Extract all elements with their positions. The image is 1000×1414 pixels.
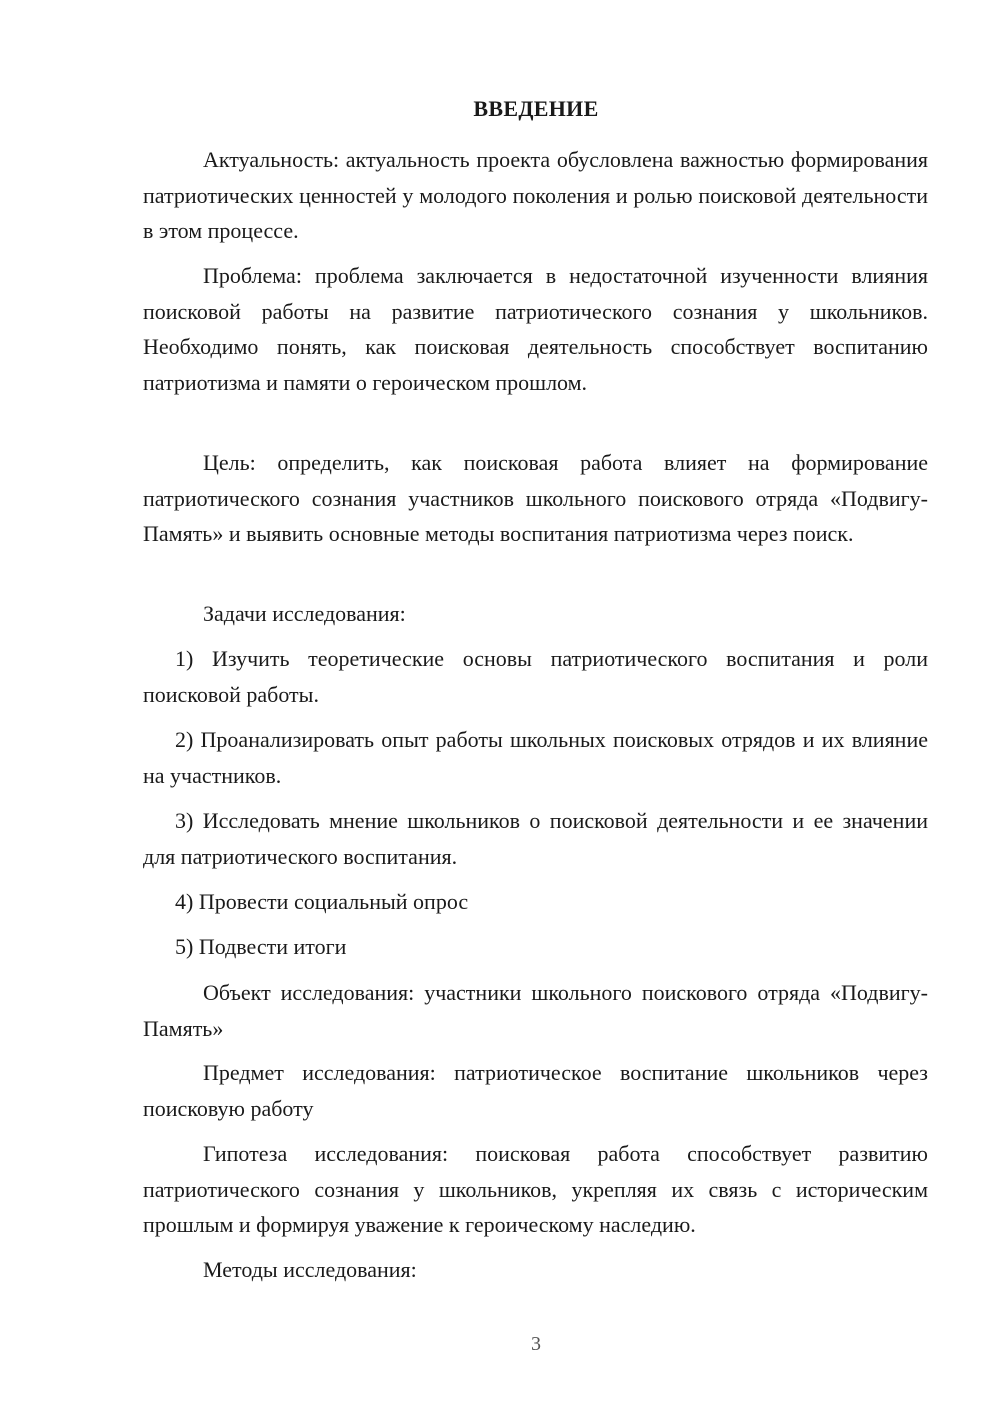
list-item-task-4: 4) Провести социальный опрос <box>175 889 469 914</box>
paragraph-problem: Проблема: проблема заключается в недостаточной изученности влияния поисковой работы на развитие патриотического сознания у школьников. Необходимо понять, как поисковая деятельность способствует воспитанию патриотизма и памяти о героическом прошлом. <box>143 263 928 395</box>
list-item-task-5: 5) Подвести итоги <box>175 934 347 959</box>
paragraph-hypothesis: Гипотеза исследования: поисковая работа способствует развитию патриотического сознания у школьников, укрепляя их связь с историческим прошлым и формируя уважение к героическому наследию. <box>143 1141 928 1237</box>
section-title: ВВЕДЕНИЕ <box>473 96 599 121</box>
page-number: 3 <box>531 1333 541 1355</box>
paragraph-tasks-heading: Задачи исследования: <box>203 601 406 626</box>
paragraph-methods-heading: Методы исследования: <box>203 1257 417 1282</box>
paragraph-relevance: Актуальность: актуальность проекта обусловлена важностью формирования патриотических ценностей у молодого поколения и ролью поисковой деятельности в этом процессе. <box>143 147 928 243</box>
paragraph-object: Объект исследования: участники школьного поискового отряда «Подвигу-Память» <box>143 980 928 1041</box>
paragraph-subject: Предмет исследования: патриотическое воспитание школьников через поисковую работу <box>143 1060 928 1121</box>
paragraph-goal: Цель: определить, как поисковая работа влияет на формирование патриотического сознания участников школьного поискового отряда «Подвигу-Память» и выявить основные методы воспитания патриотизма через поиск. <box>143 450 928 546</box>
list-item-task-1: 1) Изучить теоретические основы патриотического воспитания и роли поисковой работы. <box>143 646 928 707</box>
list-item-task-3: 3) Исследовать мнение школьников о поисковой деятельности и ее значении для патриотического воспитания. <box>143 808 928 869</box>
list-item-task-2: 2) Проанализировать опыт работы школьных поисковых отрядов и их влияние на участников. <box>143 727 928 788</box>
